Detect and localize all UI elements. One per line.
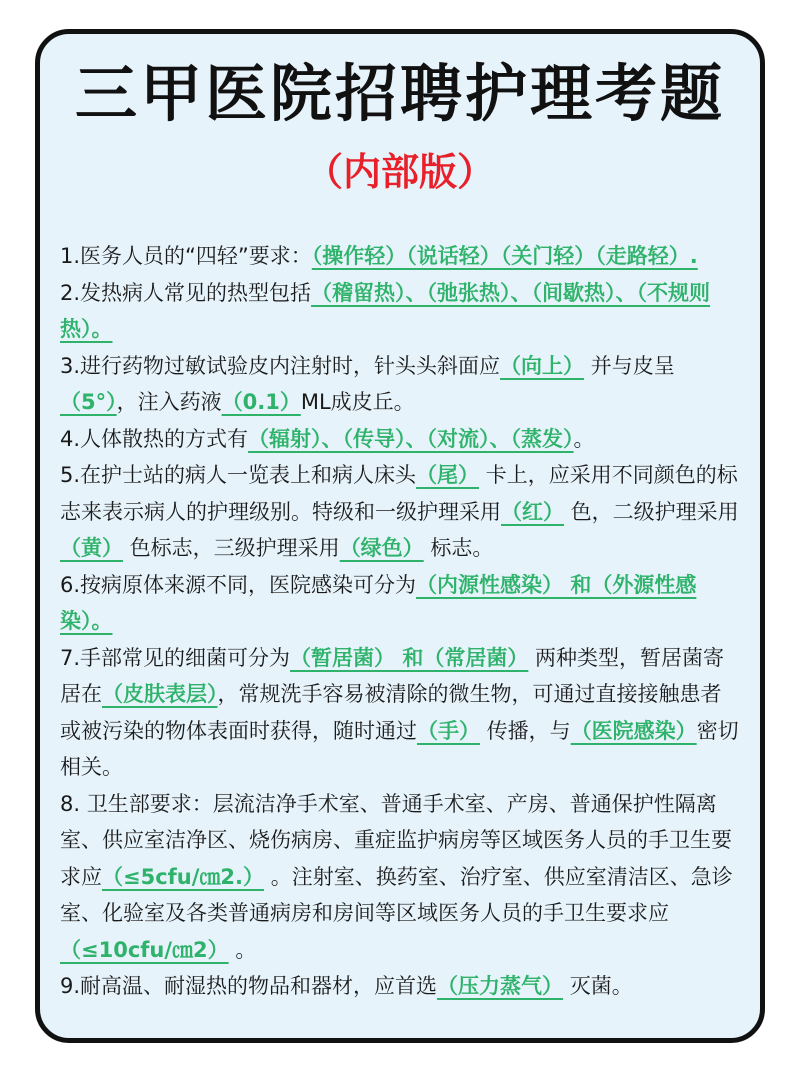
answer-text: （操作轻）（说话轻）（关门轻）（走路轻）. (311, 244, 698, 268)
question-text: 6.按病原体来源不同，医院感染可分为 (60, 572, 417, 597)
answer-text: （暂居菌） 和（常居菌） (290, 645, 529, 670)
question-item (60, 457, 742, 567)
question-text: ML成皮丘。 (300, 390, 415, 414)
answer-text: （绿色） (339, 536, 424, 560)
question-card (35, 29, 765, 1043)
question-text: 灭菌。 (563, 974, 633, 998)
answer-text: （≤10cfu/㎝2） (60, 937, 229, 962)
question-text: ，常规洗手容易被清除的微生物，可通过直接接触患者或被污染的物体表面时获得，随时通过 (60, 682, 722, 743)
answer-text: （辐射）、（传导）、（对流）、（蒸发） (248, 426, 574, 451)
question-text: 标志。 (423, 536, 494, 560)
answer-text: （皮肤表层） (102, 682, 218, 706)
question-item (60, 567, 742, 640)
question-text: 1.医务人员的“四轻”要求： (60, 244, 312, 268)
question-text: 卡上，应采用不同颜色的标志来表示病人的护理级别。特级和一级护理采用 (60, 463, 738, 524)
question-text: 色，二级护理采用 (564, 499, 739, 524)
page-subtitle: （内部版） (304, 150, 495, 194)
question-text: 9.耐高温、耐湿热的物品和器材，应首选 (60, 974, 438, 998)
question-text: 5.在护士站的病人一览表上和病人床头 (60, 463, 417, 487)
answer-text: （≤5cfu/㎝2.） (102, 864, 265, 889)
question-text: 并与皮呈 (584, 353, 675, 378)
question-text: 。 (228, 937, 257, 962)
question-text: 两种类型，暂居菌寄居在 (60, 645, 725, 706)
question-item (60, 348, 742, 421)
question-text: 8. 卫生部要求：层流洁净手术室、普通手术室、产房、普通保护性隔离室、供应室洁净区、烧伤病房、重症监护病房等区域医务人员的手卫生要求应 (60, 791, 732, 889)
answer-text: （医院感染） (570, 718, 697, 743)
question-item (60, 968, 742, 1005)
question-item (60, 238, 742, 275)
question-text: ，注入药液 (116, 390, 222, 414)
answer-text: （5°） (60, 390, 117, 414)
answer-text: （向上） (500, 353, 585, 378)
question-item (60, 786, 742, 969)
question-item (60, 275, 742, 348)
question-list (60, 238, 742, 1005)
question-text: 4.人体散热的方式有 (60, 426, 249, 451)
answer-text: （压力蒸气） (437, 974, 564, 998)
question-text: 3.进行药物过敏试验皮内注射时，针头头斜面应 (60, 353, 501, 378)
answer-text: （内源性感染） 和（外源性感染）。 (60, 572, 697, 633)
question-text: 密切相关。 (60, 718, 739, 779)
answer-text: （稽留热）、（弛张热）、（间歇热）、（不规则热）。 (60, 280, 711, 341)
question-text: 2.发热病人常见的热型包括 (60, 280, 312, 305)
question-text: 传播，与 (480, 718, 571, 743)
answer-text: （尾） (416, 463, 480, 487)
question-text: 色标志，三级护理采用 (123, 536, 340, 560)
question-item (60, 640, 742, 786)
answer-text: （黄） (60, 536, 123, 560)
question-text: 。注射室、换药室、治疗室、供应室清洁区、急诊室、化验室及各类普通病房和房间等区域医务人员的手卫生要求应 (60, 864, 733, 925)
question-text: 7.手部常见的细菌可分为 (60, 645, 291, 670)
answer-text: （0.1） (221, 390, 301, 414)
answer-text: （手） (417, 718, 480, 743)
question-item (60, 421, 742, 458)
answer-text: （红） (501, 499, 564, 524)
question-text: 。 (573, 426, 595, 451)
page-title: 三甲医院招聘护理考题 (74, 57, 725, 130)
